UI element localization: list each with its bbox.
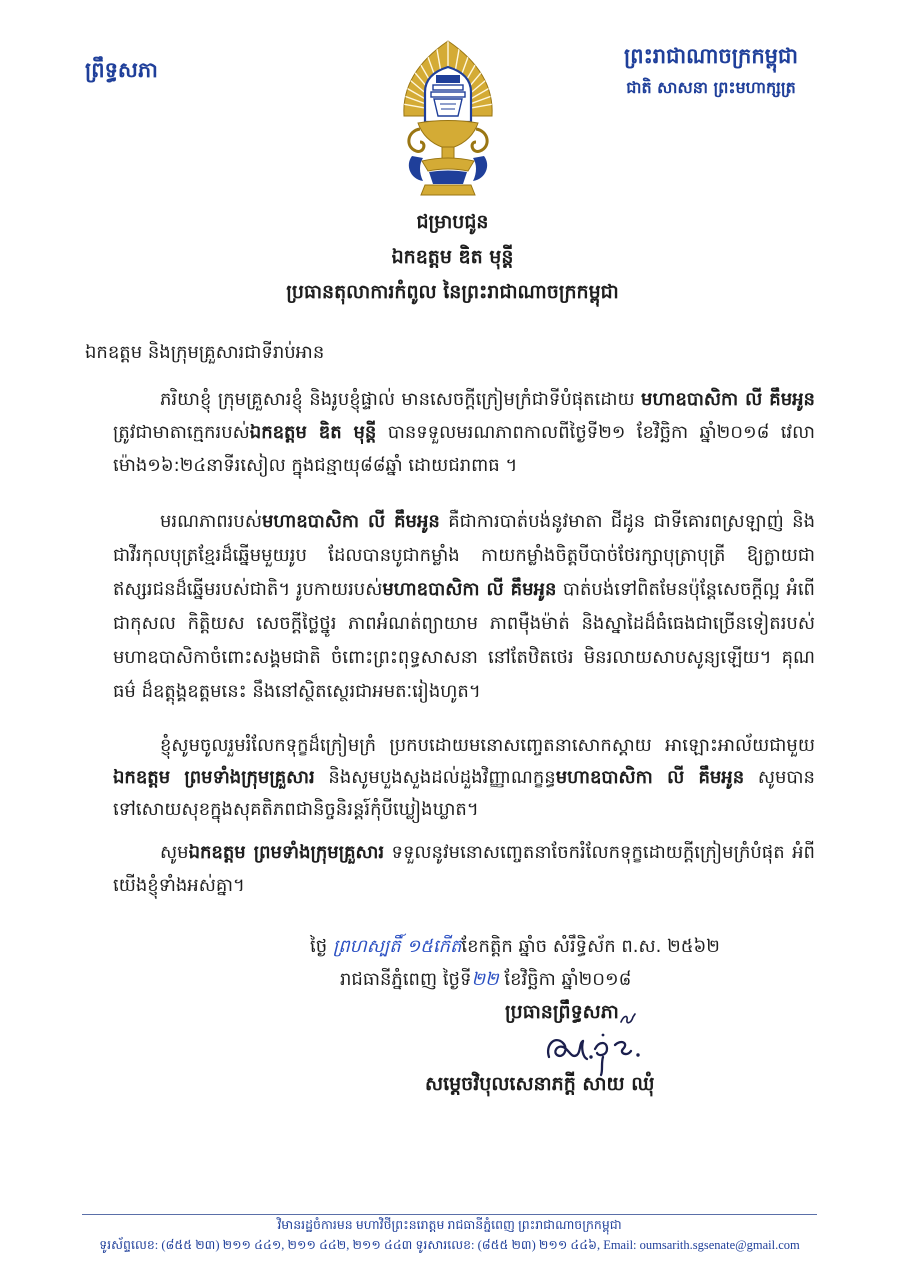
closing-block [85, 930, 820, 1101]
paragraph-text-segment: បាត់បង់ទៅពិតមែនប៉ុន្តែសេចក្ដីល្អ អំពើជាកុសល កិត្តិយស សេចក្ដីថ្លៃថ្នូរ ភាពអំណត់ព្យាយាម ភាពម៉ឺងម៉ាត់ និងស្នាដៃដ៏ធំធេងជាច្រើនទៀតរបស់មហាឧបាសិកាចំពោះសង្គមជាតិ ចំពោះព្រះពុទ្ធសាសនា នៅតែឋិតថេរ មិនរលាយសាបសូន្យឡើយ។ គុណធម៌ ដ៏ឧត្តុង្គឧត្តមនេះ នឹងនៅស្ថិតស្ថេរជាអមតៈរៀងហូត។ [113, 579, 815, 702]
recipient-greeting: ជម្រាបជូន [416, 211, 489, 233]
emphasized-text-segment: មហាឧបាសិកា លី គឹមអូន [641, 389, 815, 410]
royal-emblem-icon [398, 38, 498, 198]
paragraph-text-segment: ភរិយាខ្ញុំ ក្រុមគ្រួសារខ្ញុំ និងរូបខ្ញុំផ្ទាល់ មានសេចក្ដីក្រៀមក្រំជាទីបំផុតដោយ [160, 389, 642, 410]
salutation: ឯកឧត្តម និងក្រុមគ្រួសារជាទីរាប់អាន [85, 342, 325, 363]
solar-date-prefix: រាជធានីភ្នំពេញ ថ្ងៃទី [340, 969, 472, 990]
paragraph-text-segment: និងសូមបួងសួងដល់ដួងវិញ្ញាណក្ខន្ធ [314, 767, 556, 788]
handwritten-day-number: ២២ [471, 969, 499, 990]
emphasized-text-segment: មហាឧបាសិកា លី គឹមអូន [555, 767, 745, 788]
lunar-date-line [310, 930, 820, 963]
emblem-graphic [398, 38, 498, 198]
paragraph-closing [113, 836, 815, 902]
emblem-pedestal [425, 67, 471, 122]
emphasized-text-segment: មហាឧបាសិកា លី គឹមអូន [382, 579, 557, 600]
lunar-date-suffix: ខែកត្តិក ឆ្នាំច សំរឹទ្ធិស័ក ព.ស. ២៥៦២ [461, 936, 720, 957]
recipient-block [85, 205, 820, 310]
senate-label: ព្រឹទ្ធសភា [85, 58, 158, 82]
emphasized-text-segment: ឯកឧត្តម ព្រមទាំងក្រុមគ្រួសារ [188, 842, 385, 863]
footer-address: វិមានរដ្ឋចំការមន មហាវិថីព្រះនរោត្តម រាជធានីភ្នំពេញ ព្រះរាជាណាចក្រកម្ពុជា [277, 1218, 622, 1232]
paragraph-text-segment: ត្រូវជាមាតាក្មេករបស់ [113, 422, 250, 443]
paragraph-text-segment: បានទទួលមរណភាពកាលពីថ្ងៃទី២១ ខែវិច្ឆិកា ឆ្នាំ២០១៨ វេលាម៉ោង១៦:២៤នាទីរសៀល ក្នុងជន្មាយុ៨៨ឆ្នាំ ដោយជរាពាធ ។ [113, 422, 815, 476]
paragraph-tribute [113, 505, 815, 709]
paragraph-text-segment: ទទួលនូវមនោសញ្ចេតនាចែករំលែកទុក្ខដោយក្ដីក្រៀមក្រំបំផុត អំពីយើងខ្ញុំទាំងអស់គ្នា។ [113, 842, 815, 896]
signer-position-line [505, 996, 820, 1029]
emblem-base [409, 121, 487, 196]
paragraph-text-segment: មរណភាពរបស់ [160, 511, 262, 532]
footer-contact: ទូរស័ព្ទលេខ: (៨៥៥ ២៣) ២១១ ៤៤១, ២១១ ៤៤២, ២១១ ៤៤៣ ទូរសារលេខ: (៨៥៥ ២៣) ២១១ ៤៤៦, Email: oumsarith.sgsenate@gmail.com [99, 1238, 800, 1252]
emphasized-text-segment: ឯកឧត្តម ព្រមទាំងក្រុមគ្រួសារ [113, 767, 315, 788]
paragraph-text-segment: គឺជាការបាត់បង់នូវមាតា ជីដូន ជាទីគោរពស្រឡាញ់ និងជាវីរកុលបុត្រខ្មែរដ៏ឆ្នើមមួយរូប ដែលបានបូជាកម្លាំង កាយកម្លាំងចិត្តបីបាច់ថែរក្សាបុត្រាបុត្រី ឱ្យក្លាយជាឥស្សរជនដ៏ឆ្នើមរបស់ជាតិ។ រូបកាយរបស់ [113, 511, 815, 600]
initial-mark-icon [619, 1005, 637, 1021]
recipient-name: ឯកឧត្តម ឌិត មុន្ដី [391, 246, 514, 268]
recipient-title: ប្រធានតុលាការកំពូល នៃព្រះរាជាណាចក្រកម្ពុជា [286, 281, 619, 303]
paragraph-announcement [113, 383, 815, 482]
letter-body [85, 205, 820, 1101]
handwritten-signature [543, 1027, 663, 1067]
lunar-date-prefix: ថ្ងៃ [310, 936, 333, 957]
emphasized-text-segment: ឯកឧត្តម ឌិត មុន្ដី [249, 422, 377, 443]
emphasized-text-segment: មហាឧបាសិកា លី គឹមអូន [261, 511, 440, 532]
signer-name: សម្ដេចវិបុលសេនាភក្ដី សាយ ឈុំ [425, 1073, 655, 1095]
solar-date-line [340, 963, 820, 996]
paragraph-text-segment: សូមបានទៅសោយសុខក្នុងសុគតិភពជានិច្ចនិរន្ដរ៍កុំបីឃ្លៀងឃ្លាត។ [113, 767, 815, 820]
paragraph-text-segment: ខ្ញុំសូមចូលរួមរំលែកទុក្ខដ៏ក្រៀមក្រំ ប្រកបដោយមនោសញ្ចេតនាសោកស្ដាយ អាឡោះអាល័យជាមួយ [160, 735, 815, 756]
national-motto: ជាតិ សាសនា ព្រះមហាក្សត្រ [626, 78, 796, 97]
letterhead-footer [20, 1214, 879, 1255]
kingdom-title: ព្រះរាជាណាចក្រកម្ពុជា [623, 44, 798, 68]
signer-position: ប្រធានព្រឹទ្ធសភា [505, 1001, 619, 1023]
paragraph-condolence [113, 730, 815, 826]
solar-date-suffix: ខែវិច្ឆិកា ឆ្នាំ២០១៨ [498, 969, 632, 990]
paragraph-text-segment: សូម [160, 842, 189, 863]
handwritten-lunar-day: ព្រហស្បតិ៍ ១៥កើត [332, 936, 462, 957]
